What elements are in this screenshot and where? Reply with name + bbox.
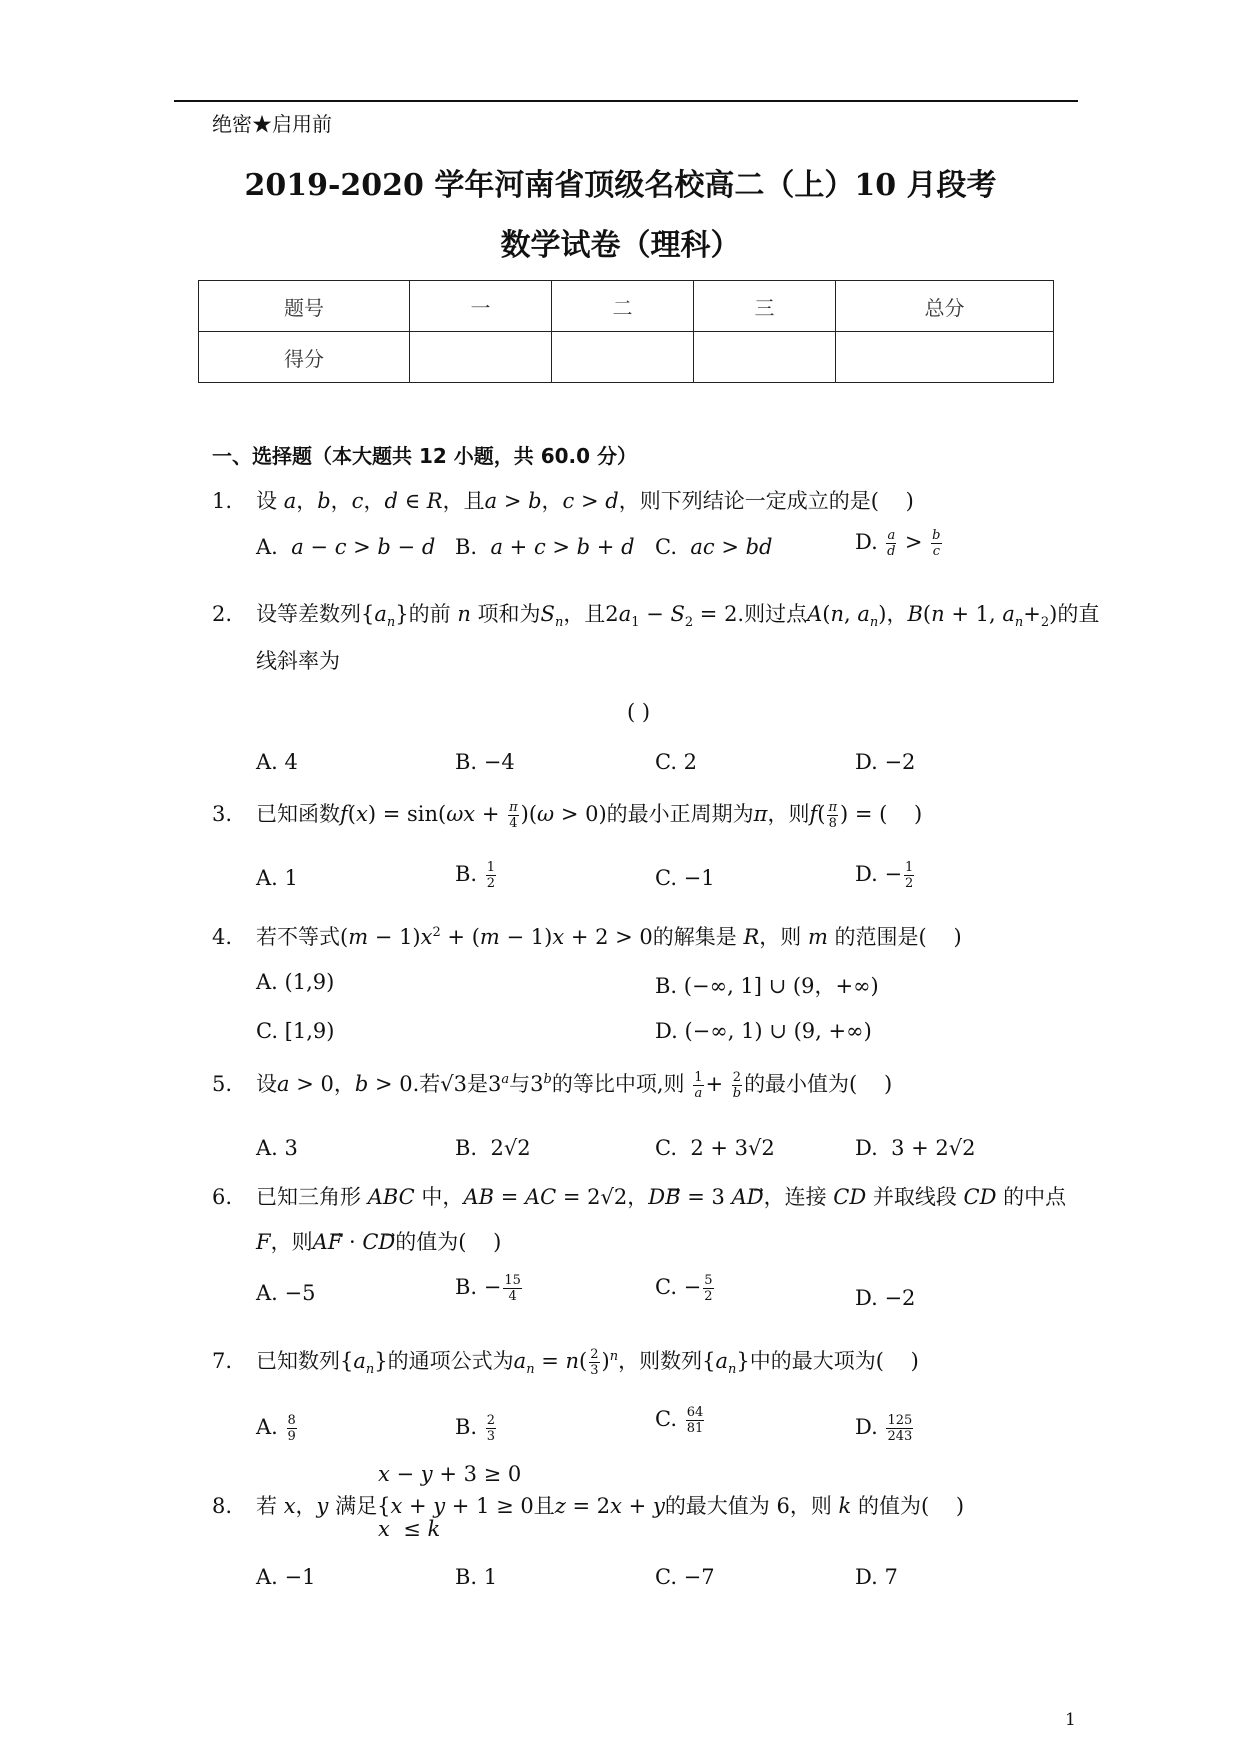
option-d[interactable]: D. −2 xyxy=(855,1286,916,1310)
score-cell: 二 xyxy=(552,281,694,332)
question-7: 7. 已知数列$\{a_n\}$的通项公式为$a_n = n$( $\frac{2}{3}$ )$^n$，则数列$\{a_n\}$中的最大项为( ) xyxy=(212,1347,919,1378)
question-6: 6. 已知三角形 ABC 中，AB = AC = 2√2，DB⃗ = 3 AD⃗，连接 CD 并取线段 CD 的中点 xyxy=(212,1185,1067,1209)
exam-title: 2019-2020 学年河南省顶级名校高二（上）10 月段考 xyxy=(244,168,997,203)
question-number: 3. xyxy=(212,802,233,826)
score-input-cell[interactable] xyxy=(836,332,1054,383)
page-number: 1 xyxy=(1065,1710,1076,1730)
option-d[interactable]: D. − $\frac{1}{2}$ xyxy=(855,860,914,891)
question-2: 2. 设等差数列$\{a_n\}$的前 n 项和为$S_n$，且$2a_1 - S_2 = 2$.则过点A(n, $a_n$)，B(n + 1, $a_n+_2$)的直 xyxy=(212,602,1100,631)
option-a[interactable]: A. (1,9) xyxy=(256,970,335,994)
question-number: 1. xyxy=(212,489,233,513)
option-a[interactable]: A. −1 xyxy=(256,1565,316,1589)
question-6-line2: F，则AF⃗ · CD⃗的值为( ) xyxy=(256,1230,502,1254)
secret-label: 绝密★启用前 xyxy=(212,112,332,136)
question-number: 5. xyxy=(212,1072,233,1096)
question-number: 2. xyxy=(212,602,233,626)
option-b[interactable]: B. − $\frac{15}{4}$ xyxy=(455,1273,521,1304)
option-b[interactable]: B. $\frac{1}{2}$ xyxy=(455,860,496,891)
option-b[interactable]: B. (−∞, 1] ∪ (9，+∞) xyxy=(655,974,879,998)
answer-paren: ( ) xyxy=(627,700,651,724)
option-a[interactable]: A. $\frac{8}{9}$ xyxy=(256,1413,296,1444)
question-number: 7. xyxy=(212,1349,233,1373)
option-a[interactable]: A. a − c > b − d xyxy=(256,535,436,559)
option-c[interactable]: C. 2 xyxy=(655,750,698,774)
score-cell: 总分 xyxy=(836,281,1054,332)
score-cell: 得分 xyxy=(199,332,410,383)
option-d[interactable]: D. $\frac{125}{243}$ xyxy=(855,1413,913,1444)
option-c[interactable]: C. [1,9) xyxy=(256,1019,335,1043)
score-cell: 一 xyxy=(410,281,552,332)
exam-subtitle: 数学试卷（理科） xyxy=(500,228,741,263)
score-input-cell[interactable] xyxy=(410,332,552,383)
option-a[interactable]: A. 3 xyxy=(256,1136,298,1160)
option-c[interactable]: C. $\frac{64}{81}$ xyxy=(655,1405,704,1436)
score-cell: 三 xyxy=(694,281,836,332)
question-1: 1. 设 a，b，c，d ∈ R，且a > b，c > d，则下列结论一定成立的是( ) xyxy=(212,489,914,513)
option-c[interactable]: C. −1 xyxy=(655,866,715,890)
option-d[interactable]: D. −2 xyxy=(855,750,916,774)
score-table xyxy=(198,280,1054,383)
option-b[interactable]: B. −4 xyxy=(455,750,515,774)
constraint-line-3: x ≤ k xyxy=(378,1517,441,1541)
score-table-score-row xyxy=(199,332,1054,383)
option-b[interactable]: B. $\frac{2}{3}$ xyxy=(455,1413,496,1444)
question-number: 4. xyxy=(212,925,233,949)
option-b[interactable]: B. 2√2 xyxy=(455,1136,531,1160)
option-a[interactable]: A. −5 xyxy=(256,1281,316,1305)
option-b[interactable]: B. a + c > b + d xyxy=(455,535,635,559)
score-input-cell[interactable] xyxy=(694,332,836,383)
option-c[interactable]: C. − $\frac{5}{2}$ xyxy=(655,1273,713,1304)
score-cell: 题号 xyxy=(199,281,410,332)
header-rule xyxy=(174,100,1078,102)
option-d[interactable]: D. (−∞, 1) ∪ (9, +∞) xyxy=(655,1019,872,1043)
option-d[interactable]: D. $\frac{a}{d}$ > $\frac{b}{c}$ xyxy=(855,528,941,559)
question-number: 8. xyxy=(212,1494,233,1518)
option-a[interactable]: A. 1 xyxy=(256,866,298,890)
option-a[interactable]: A. 4 xyxy=(256,750,298,774)
option-d[interactable]: D. 7 xyxy=(855,1565,898,1589)
question-number: 6. xyxy=(212,1185,233,1209)
option-c[interactable]: C. ac > bd xyxy=(655,535,773,559)
question-4: 4. 若不等式$(m - 1)x^2 + (m - 1)x + 2 > 0$的解集是 R，则 m 的范围是( ) xyxy=(212,925,962,949)
question-3: 3. 已知函数f(x) = sin(ωx + $\frac{\pi}{4}$ )(ω > 0)的最小正周期为π，则f( $\frac{\pi}{8}$ ) = ( ) xyxy=(212,800,923,831)
constraint-line-1: x − y + 3 ≥ 0 xyxy=(378,1462,522,1486)
score-input-cell[interactable] xyxy=(552,332,694,383)
option-d[interactable]: D. 3 + 2√2 xyxy=(855,1136,976,1160)
question-2-line2: 线斜率为 xyxy=(256,649,340,673)
question-5: 5. 设a > 0，b > 0.若√3是3$^a$与3$^b$的等比中项,则 $\frac{1}{a}$ + $\frac{2}{b}$ 的最小值为( ) xyxy=(212,1070,893,1101)
option-c[interactable]: C. 2 + 3√2 xyxy=(655,1136,775,1160)
section-heading: 一、选择题（本大题共 12 小题，共 60.0 分） xyxy=(212,444,638,468)
question-8: 8. 若 x，y 满足{x + y + 1 ≥ 0且z = 2x + y的最大值为 6，则 k 的值为( ) xyxy=(212,1494,965,1518)
score-table-header-row xyxy=(199,281,1054,332)
option-b[interactable]: B. 1 xyxy=(455,1565,498,1589)
option-c[interactable]: C. −7 xyxy=(655,1565,715,1589)
